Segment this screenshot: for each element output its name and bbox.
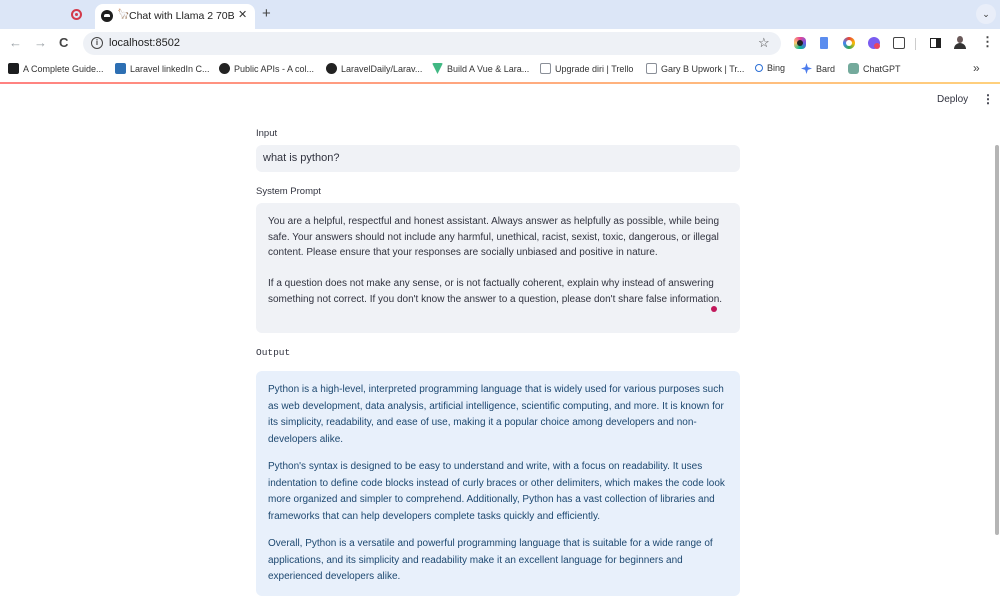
output-paragraph: Python's syntax is designed to be easy to understand and write, with a focus on readability. It uses indentation to define code blocks instead of curly braces or other delimiters, which makes the code look more organized and simpler to comprehend. Additionally, Python has a vast collection of libraries and frameworks that can help developers complete tasks quickly and efficiently. xyxy=(268,461,725,522)
side-panel-icon[interactable] xyxy=(930,38,941,48)
bookmark-bing[interactable]: Bing xyxy=(755,63,785,73)
tab-chat-with-llama[interactable] xyxy=(95,4,255,30)
cursor-indicator xyxy=(711,306,717,312)
extension-gear-badge-icon[interactable] xyxy=(868,37,880,49)
toolbar-divider xyxy=(915,38,916,50)
bing-search-icon xyxy=(755,64,763,72)
deploy-button[interactable]: Deploy xyxy=(937,94,969,105)
new-tab-button[interactable]: + xyxy=(262,5,271,22)
bookmark-public-apis[interactable]: Public APIs - A col... xyxy=(219,63,314,74)
output-paragraph: Python is a high-level, interpreted programming language that is widely used for various purposes such as web development, data analysis, artificial intelligence, scientific computing, and more. It is known for its simplicity, readability, and ease of use, making it a popular choice among developers and non-developers alike. xyxy=(268,384,724,445)
github-icon xyxy=(326,63,337,74)
extension-phone-icon[interactable] xyxy=(820,37,828,49)
input-value: what is python? xyxy=(263,152,340,164)
chatgpt-icon xyxy=(848,63,859,74)
publicapis-icon xyxy=(219,63,230,74)
output-panel xyxy=(256,371,740,596)
profile-avatar-icon[interactable] xyxy=(954,36,966,50)
browser-toolbar xyxy=(0,29,1000,58)
output-paragraph: Overall, Python is a versatile and powerful programming language that is suitable for a wide range of applications, and its simplicity and readability make it an excellent language for beginners and experienced developers alike. xyxy=(268,538,713,582)
streamlit-favicon-icon xyxy=(101,10,113,22)
bookmark-star-icon[interactable]: ☆ xyxy=(758,35,770,50)
browser-menu-icon[interactable]: ⋮ xyxy=(981,34,994,49)
forward-arrow-icon[interactable]: → xyxy=(34,35,47,50)
tab-title: Chat with Llama 2 70B xyxy=(129,10,235,22)
extension-chrome-color-icon[interactable] xyxy=(843,37,855,49)
address-bar[interactable] xyxy=(83,32,781,55)
bookmark-bard[interactable]: Bard xyxy=(801,63,835,74)
trello-icon xyxy=(540,63,551,74)
system-prompt-label: System Prompt xyxy=(256,186,321,197)
bookmark-udemy[interactable]: A Complete Guide... xyxy=(8,63,104,74)
system-prompt-paragraph: You are a helpful, respectful and honest assistant. Always answer as helpfully as possible, while being safe. Your answers should not include any harmful, unethical, racist, sexist, toxic, dangerous, or illegal content. Please ensure that your responses are socially unbiased and positive in nature. xyxy=(268,216,720,259)
trello-icon xyxy=(646,63,657,74)
bookmark-linkedin[interactable]: Laravel linkedIn C... xyxy=(115,63,210,74)
bookmark-trello-upwork[interactable]: Gary B Upwork | Tr... xyxy=(646,63,744,74)
reload-icon[interactable]: C xyxy=(59,35,69,50)
streamlit-header-decoration xyxy=(0,82,1000,84)
linkedin-learning-icon xyxy=(115,63,126,74)
tab-search-chevron-icon[interactable]: ⌄ xyxy=(976,4,996,24)
output-label: Output xyxy=(256,347,291,358)
close-tab-icon[interactable]: ✕ xyxy=(238,9,248,21)
bookmark-trello-upgrade[interactable]: Upgrade diri | Trello xyxy=(540,63,633,74)
vue-icon xyxy=(432,63,443,74)
system-prompt-textarea[interactable] xyxy=(256,203,740,333)
site-info-icon[interactable]: i xyxy=(91,37,103,49)
llama-emoji-icon: 🦙 xyxy=(117,9,130,20)
bard-sparkle-icon xyxy=(801,63,812,74)
input-label: Input xyxy=(256,128,278,139)
recording-indicator-icon[interactable] xyxy=(71,9,82,20)
extensions-puzzle-icon[interactable] xyxy=(893,37,905,49)
extension-color-icon[interactable] xyxy=(794,37,806,49)
input-field[interactable] xyxy=(256,145,740,172)
back-arrow-icon[interactable]: ← xyxy=(9,35,22,50)
udemy-icon xyxy=(8,63,19,74)
bookmark-vue-laravel[interactable]: Build A Vue & Lara... xyxy=(432,63,529,74)
url-text[interactable]: localhost:8502 xyxy=(109,37,180,49)
bookmarks-bar xyxy=(0,58,1000,82)
bookmark-laraveldaily[interactable]: LaravelDaily/Larav... xyxy=(326,63,422,74)
more-bookmarks-chevron-icon[interactable]: » xyxy=(973,61,980,75)
system-prompt-paragraph: If a question does not make any sense, or is not factually coherent, explain why instead of answering something not correct. If you don't know the answer to a question, please don't share false information. xyxy=(268,278,723,305)
bookmark-chatgpt[interactable]: ChatGPT xyxy=(848,63,901,74)
app-main-menu-icon[interactable]: ⋮ xyxy=(982,92,994,106)
page-scrollbar[interactable] xyxy=(995,145,999,535)
browser-tab-strip xyxy=(0,0,1000,29)
